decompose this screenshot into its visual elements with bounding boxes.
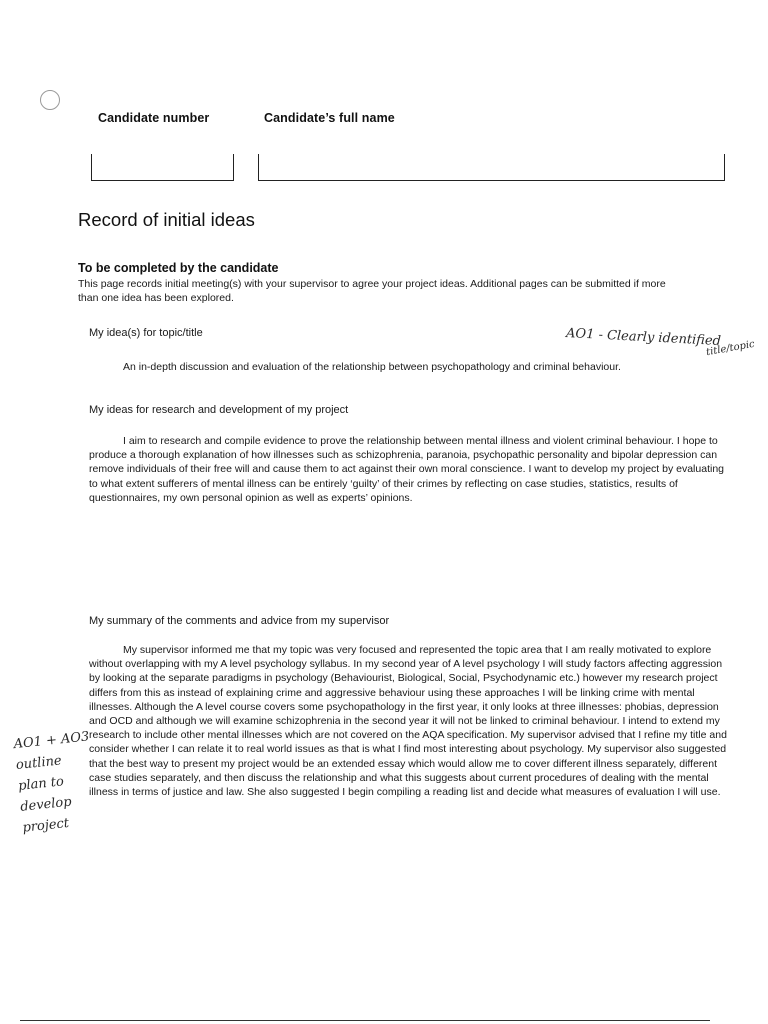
- page-bottom-rule: [20, 1020, 710, 1021]
- margin-annotation-line: plan to: [17, 774, 65, 794]
- topic-annotation-line2: title/topic: [705, 338, 756, 359]
- candidate-section-heading: To be completed by the candidate: [78, 261, 279, 275]
- supervisor-text: My supervisor informed me that my topic was very focused and represented the topic area that I am really motivated to explore without overlapping with my A level psychology syllabus. In my second year of A level psychology I will study factors affecting aggression by looking at the separate paradigms in psychology (Behaviourist, Biological, Social, Psychodynamic etc.) however my research project differs from this as instead of explaining crime and aggressive behaviour using these approaches I will be linking crime with mental illnesses. Although the A level course covers some psychopathology in the first year, it only looks at three illnesses: phobias, depression and OCD and although we will examine schizophrenia in the second year it will not be linked to criminal behaviour. I intend to extend my research to include other mental illnesses which are not covered on the AQA specification. My supervisor advised that I refine my title and consider whether I can relate it to real world issues as that is what I find most interesting about psychology. My supervisor also suggested that the best way to present my project would be an extended essay which would allow me to cover different illness separately, different case studies separately, and then discuss the relationship and what this suggests about current procedures of dealing with the mental illness in terms of justice and law. She also suggested I begin compiling a reading list and decide what measures of evaluation I will use.: [89, 644, 727, 799]
- research-label: My ideas for research and development of my project: [89, 404, 349, 416]
- page-title: Record of initial ideas: [78, 209, 255, 230]
- margin-annotation-line: outline: [15, 753, 63, 774]
- margin-annotation-line: AO1 + AO3: [13, 729, 90, 753]
- topic-annotation: [566, 326, 722, 349]
- topic-label: My idea(s) for topic/title: [89, 327, 203, 339]
- candidate-number-label: Candidate number: [98, 111, 210, 125]
- candidate-number-field[interactable]: [91, 154, 234, 181]
- supervisor-label: My summary of the comments and advice from my supervisor: [89, 615, 390, 627]
- topic-text: An in-depth discussion and evaluation of the relationship between psychopathology and criminal behaviour.: [123, 361, 621, 373]
- instructions-text: This page records initial meeting(s) with your supervisor to agree your project ideas. Additional pages can be submitted if more than one idea has been explored.: [78, 278, 666, 305]
- margin-annotation-line: develop: [19, 794, 73, 815]
- punch-hole: [40, 90, 60, 110]
- research-text: I aim to research and compile evidence to prove the relationship between mental illness and violent criminal behaviour. I hope to produce a thorough explanation of how illnesses such as schizophrenia, paranoia, psychopathic personality and bipolar depression can remove individuals of their free will and cause them to act against their own moral conscience. I want to develop my project by evaluating to what extent sufferers of mental illness can be entirely ‘guilty’ of their crimes by reflecting on case studies, statistics, results of questionnaires, my own personal opinion as well as experts’ opinions.: [89, 435, 724, 504]
- candidate-name-label: Candidate’s full name: [264, 111, 395, 125]
- margin-annotation-line: project: [21, 815, 70, 836]
- margin-annotation: [13, 726, 99, 838]
- topic-annotation-line1: AO1 - Clearly identified: [565, 325, 722, 350]
- candidate-name-field[interactable]: [258, 154, 725, 181]
